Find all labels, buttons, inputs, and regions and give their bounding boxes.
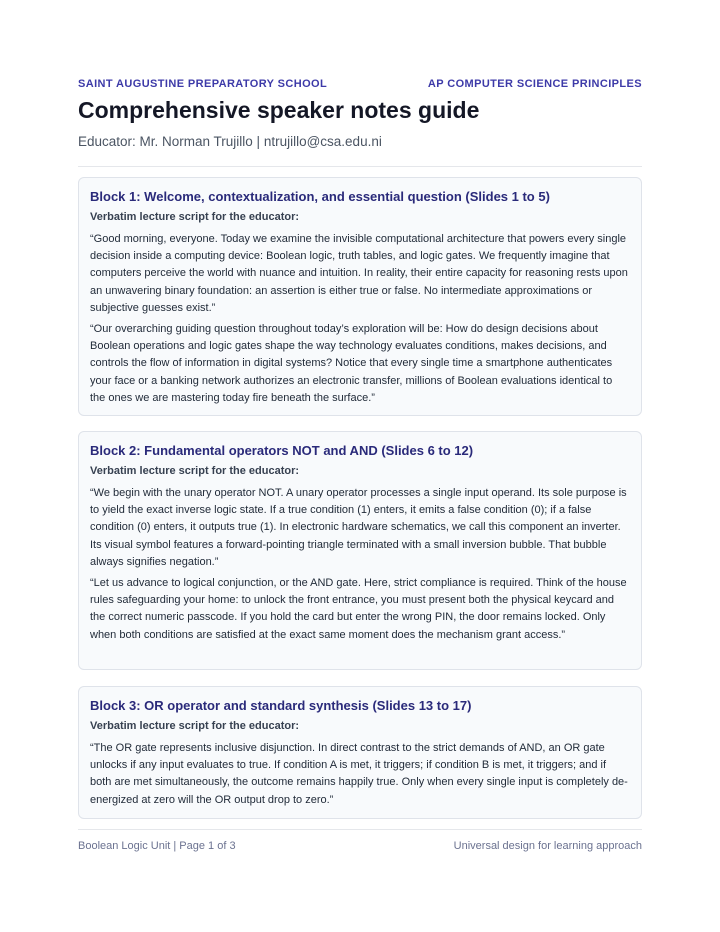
footer-unit-page: Boolean Logic Unit | Page 1 of 3: [78, 840, 236, 852]
header-divider: [78, 166, 642, 167]
script-paragraph: “Let us advance to logical conjunction, or the AND gate. Here, strict compliance is required. Think of the house rules safeguarding your home: to unlock the front entrance, you must present both the physical keycard and the correct numeric passcode. If you hold the card but enter the wrong PIN, the door remains locked. Only when both conditions are satisfied at the exact same moment does the mechanism grant access.”: [90, 577, 627, 641]
block-title: Block 1: Welcome, contextualization, and essential question (Slides 1 to 5): [90, 189, 550, 204]
document-header: [78, 78, 642, 90]
page-footer: [78, 840, 642, 852]
notes-block-1: [78, 177, 642, 416]
script-paragraph: “Good morning, everyone. Today we examine the invisible computational architecture that powers every single decision inside a computing device: Boolean logic, truth tables, and logic gates. We frequently imagine that computers perceive the world with nuance and intuition. In reality, their entire capacity for reasoning rests upon an unwavering binary foundation: an assertion is either true or false. No intermediate approximations or subjective guesses exist.”: [90, 233, 628, 314]
script-paragraph: “Our overarching guiding question throughout today’s exploration will be: How do design decisions about Boolean operations and logic gates shape the way technology evaluates conditions, makes decisions, and controls the flow of information in digital systems? Notice that every single time a smartphone authenticates your face or a banking network authorizes an electronic transfer, millions of Boolean evaluations identical to the ones we are mastering today fire beneath the surface.”: [90, 323, 613, 404]
block-title: Block 3: OR operator and standard synthesis (Slides 13 to 17): [90, 698, 472, 713]
page-title: Comprehensive speaker notes guide: [78, 97, 480, 123]
script-paragraph: “The OR gate represents inclusive disjunction. In direct contrast to the strict demands of AND, an OR gate unlocks if any input evaluates to true. If condition A is met, it triggers; if condition B is met, it triggers; and if both are met simultaneously, the outcome remains happily true. Only when every single input is completely de-energized at zero will the OR output drop to zero.”: [90, 742, 628, 806]
notes-block-2: [78, 431, 642, 670]
block-subtitle: Verbatim lecture script for the educator:: [90, 720, 300, 732]
educator-line: Educator: Mr. Norman Trujillo | ntrujillo@csa.edu.ni: [78, 134, 382, 149]
block-subtitle: Verbatim lecture script for the educator:: [90, 211, 300, 223]
block-title: Block 2: Fundamental operators NOT and AND (Slides 6 to 12): [90, 443, 474, 458]
footer-approach: Universal design for learning approach: [453, 840, 642, 852]
footer-divider: [78, 829, 642, 830]
script-paragraph: “We begin with the unary operator NOT. A unary operator processes a single input operand. Its sole purpose is to yield the exact inverse logic state. If a true condition (1) enters, it emits a false condition (0); if a false condition (0) enters, it outputs true (1). In electronic hardware schematics, we call this component an inverter. Its visual symbol features a forward-pointing triangle terminated with a small inversion bubble. That bubble always signifies negation.”: [90, 487, 627, 568]
notes-block-3: [78, 686, 642, 819]
block-subtitle: Verbatim lecture script for the educator:: [90, 465, 300, 477]
school-name: SAINT AUGUSTINE PREPARATORY SCHOOL: [78, 78, 328, 90]
course-name: AP COMPUTER SCIENCE PRINCIPLES: [427, 78, 642, 90]
